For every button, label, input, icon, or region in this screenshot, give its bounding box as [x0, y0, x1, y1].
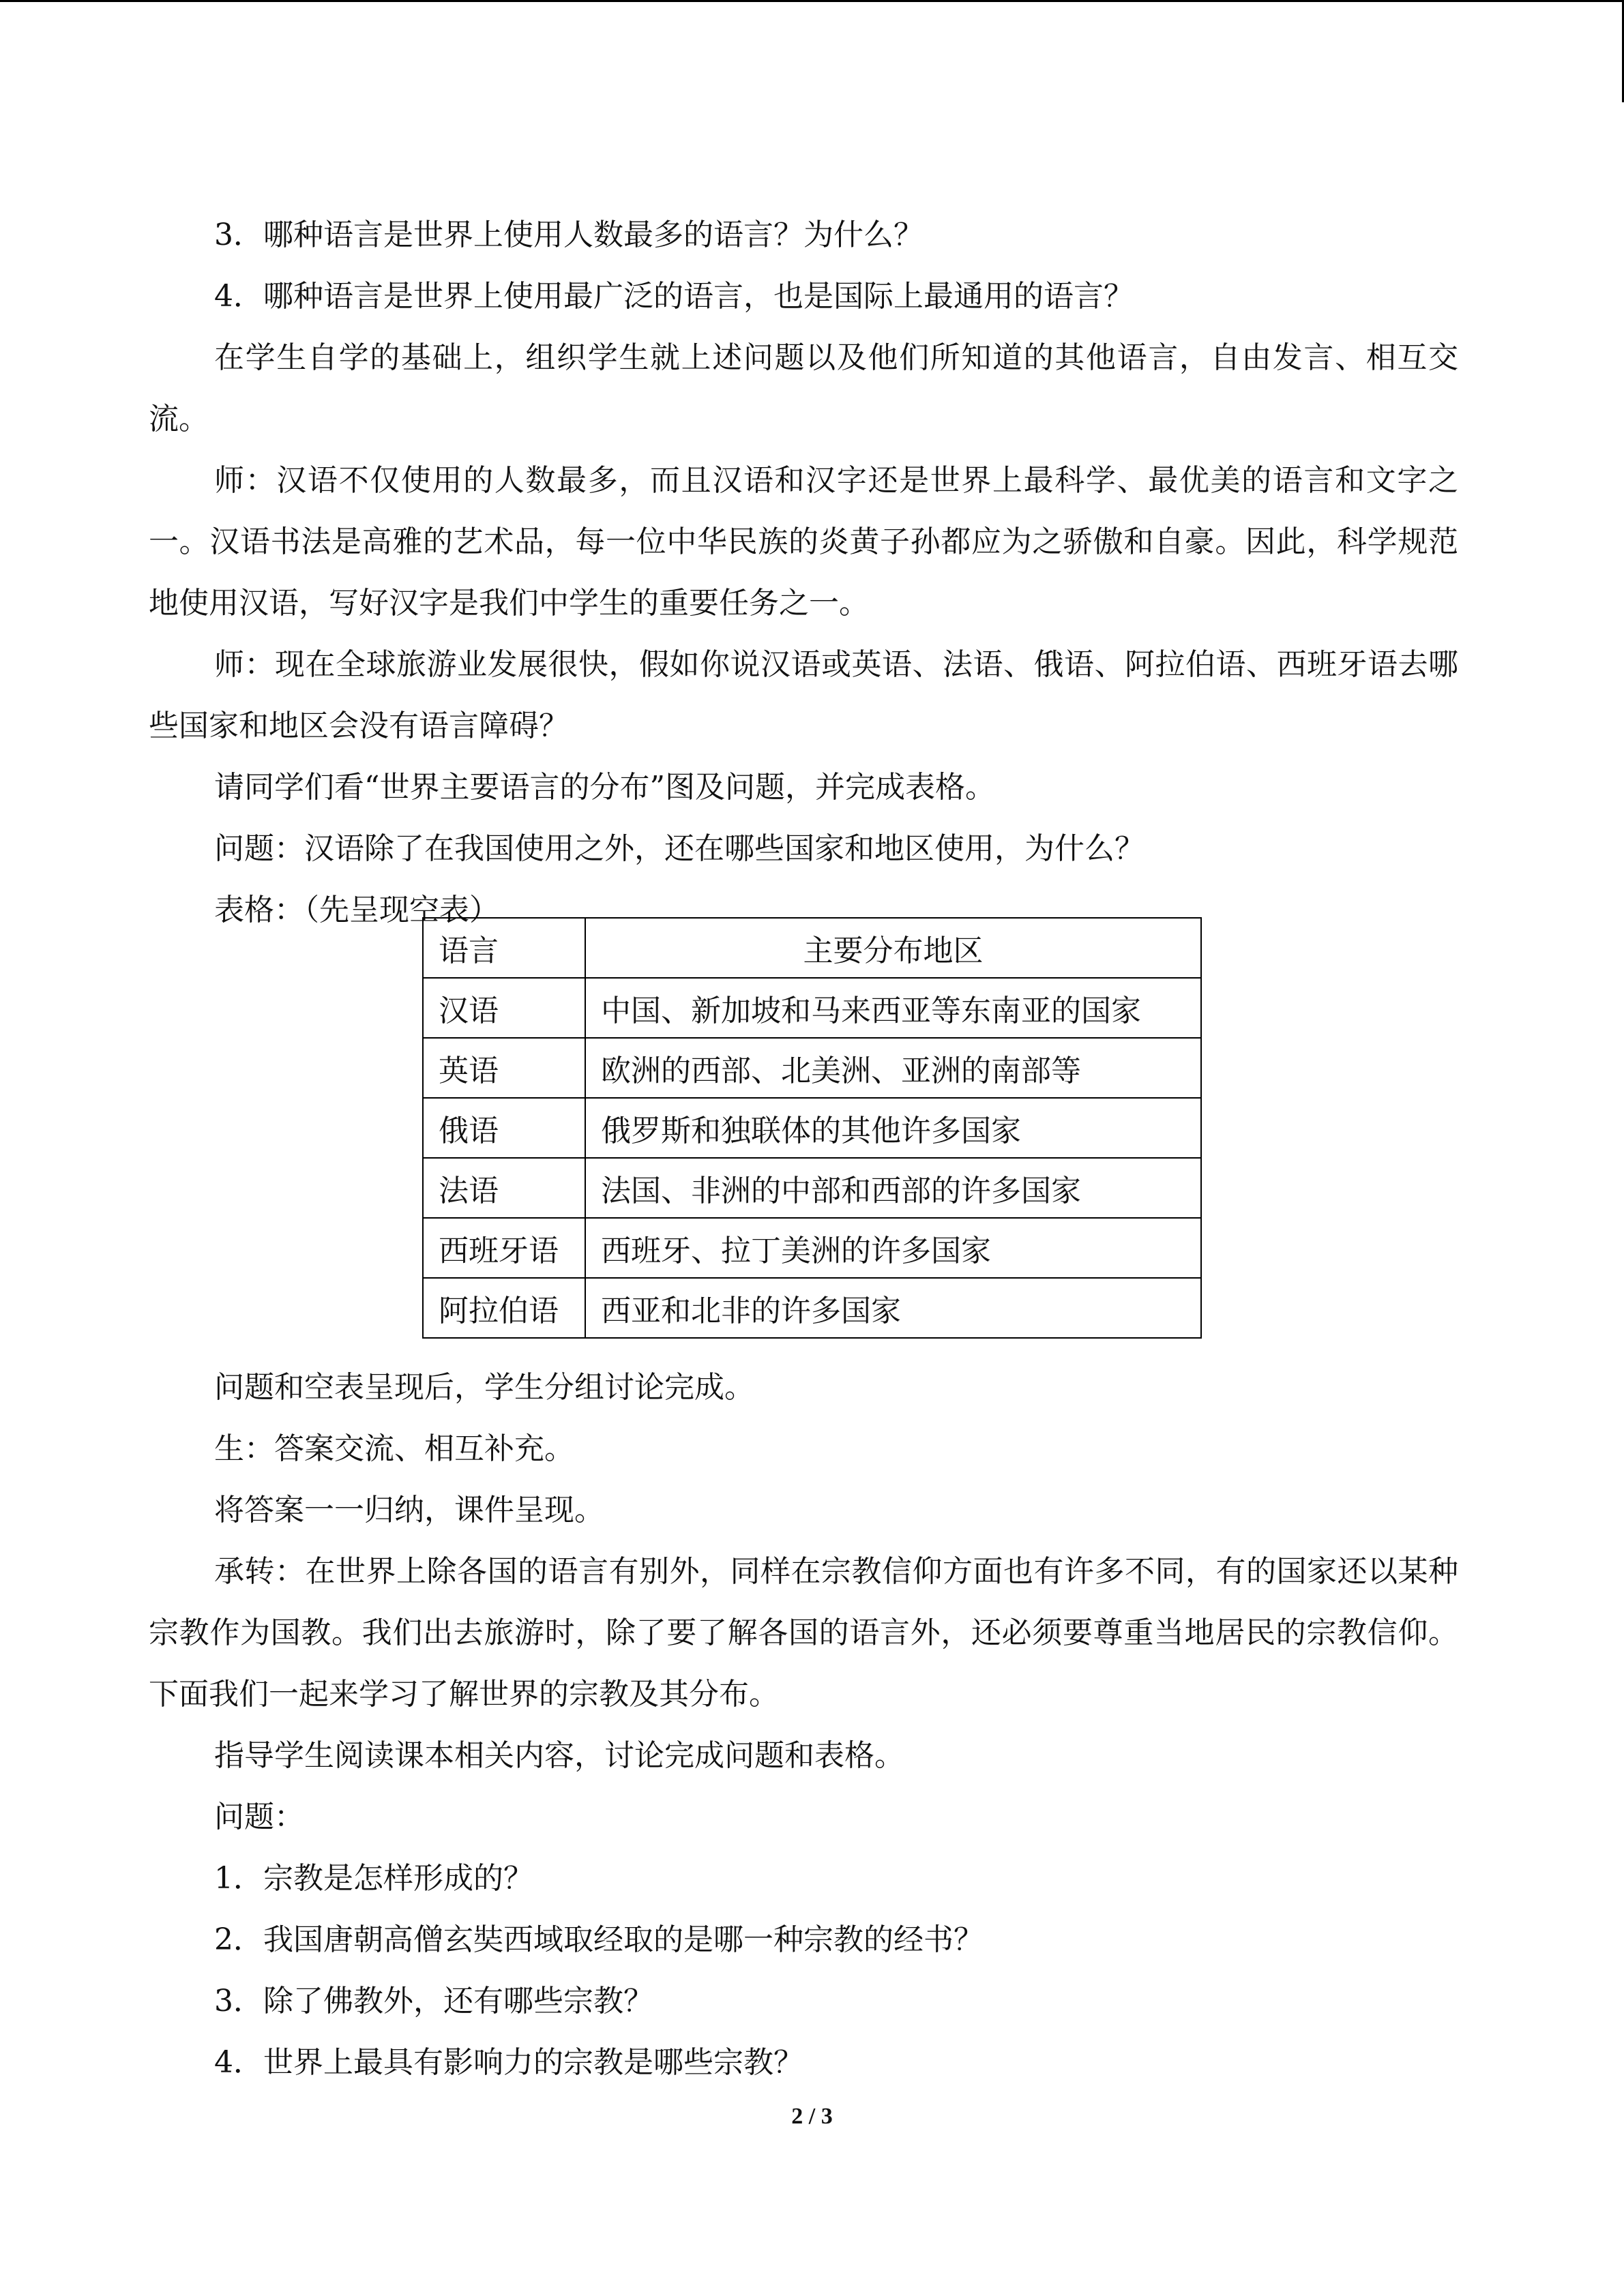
- page-number: 2 / 3: [791, 2104, 833, 2129]
- paragraph-religion-q1: 1．宗教是怎样形成的？: [214, 1861, 533, 1896]
- table-cell-language: 阿拉伯语: [423, 1278, 585, 1338]
- table-header-language: 语言: [423, 918, 585, 978]
- paragraph-questions-label: 问题：: [214, 1800, 304, 1834]
- table-cell-region: 中国、新加坡和马来西亚等东南亚的国家: [585, 978, 1201, 1038]
- paragraph-religion-q2: 2．我国唐朝高僧玄奘西域取经取的是哪一种宗教的经书？: [214, 1922, 984, 1957]
- document-body-lower: [149, 1357, 1458, 2093]
- paragraph-student-answer: 生：答案交流、相互补充。: [214, 1431, 574, 1466]
- table-cell-region: 西亚和北非的许多国家: [585, 1278, 1201, 1338]
- paragraph-teacher-travel: 师：现在全球旅游业发展很快，假如你说汉语或英语、法语、俄语、阿拉伯语、西班牙语去哪些国家和地区会没有语言障碍？: [149, 647, 1458, 743]
- table-cell-region: 俄罗斯和独联体的其他许多国家: [585, 1098, 1201, 1158]
- table-header-row: [423, 918, 1201, 978]
- paragraph-see-map: 请同学们看“世界主要语言的分布”图及问题，并完成表格。: [214, 770, 995, 805]
- paragraph-question-chinese: 问题：汉语除了在我国使用之外，还在哪些国家和地区使用，为什么？: [214, 831, 1145, 866]
- paragraph-religion-q4: 4．世界上最具有影响力的宗教是哪些宗教？: [214, 2045, 803, 2080]
- paragraph-question-3: 3．哪种语言是世界上使用人数最多的语言？为什么？: [214, 218, 924, 252]
- paragraph-teacher-chinese: 师：汉语不仅使用的人数最多，而且汉语和汉字还是世界上最科学、最优美的语言和文字之一。汉语书法是高雅的艺术品，每一位中华民族的炎黄子孙都应为之骄傲和自豪。因此，科学规范地使用汉语，写好汉字是我们中学生的重要任务之一。: [149, 463, 1458, 621]
- table-cell-language: 俄语: [423, 1098, 585, 1158]
- table-row: [423, 1158, 1201, 1218]
- paragraph-table-intro: 表格：（先呈现空表）: [214, 893, 499, 927]
- table-cell-language: 英语: [423, 1038, 585, 1098]
- paragraph-summarize: 将答案一一归纳，课件呈现。: [214, 1493, 604, 1527]
- paragraph-group-discussion: 问题和空表呈现后，学生分组讨论完成。: [214, 1370, 754, 1405]
- paragraph-religion-q3: 3．除了佛教外，还有哪些宗教？: [214, 1984, 653, 2018]
- paragraph-guide-reading: 指导学生阅读课本相关内容，讨论完成问题和表格。: [214, 1738, 904, 1773]
- table-header-region: 主要分布地区: [585, 918, 1201, 978]
- top-border-line: [0, 0, 1624, 2]
- table-cell-language: 法语: [423, 1158, 585, 1218]
- paragraph-question-4: 4．哪种语言是世界上使用最广泛的语言，也是国际上最通用的语言？: [214, 279, 1134, 314]
- document-body: [149, 205, 1458, 941]
- language-distribution-table: [422, 917, 1202, 1339]
- paragraph-transition: 承转：在世界上除各国的语言有别外，同样在宗教信仰方面也有许多不同，有的国家还以某种宗教作为国教。我们出去旅游时，除了要了解各国的语言外，还必须要尊重当地居民的宗教信仰。下面我们一起来学习了解世界的宗教及其分布。: [149, 1554, 1458, 1712]
- table-cell-region: 西班牙、拉丁美洲的许多国家: [585, 1218, 1201, 1278]
- table-row: [423, 1218, 1201, 1278]
- table-cell-language: 汉语: [423, 978, 585, 1038]
- table-row: [423, 1098, 1201, 1158]
- paragraph-self-study: 在学生自学的基础上，组织学生就上述问题以及他们所知道的其他语言，自由发言、相互交流。: [149, 340, 1458, 436]
- table-cell-region: 欧洲的西部、北美洲、亚洲的南部等: [585, 1038, 1201, 1098]
- table-cell-language: 西班牙语: [423, 1218, 585, 1278]
- table-row: [423, 978, 1201, 1038]
- table-cell-region: 法国、非洲的中部和西部的许多国家: [585, 1158, 1201, 1218]
- table-row: [423, 1278, 1201, 1338]
- table-row: [423, 1038, 1201, 1098]
